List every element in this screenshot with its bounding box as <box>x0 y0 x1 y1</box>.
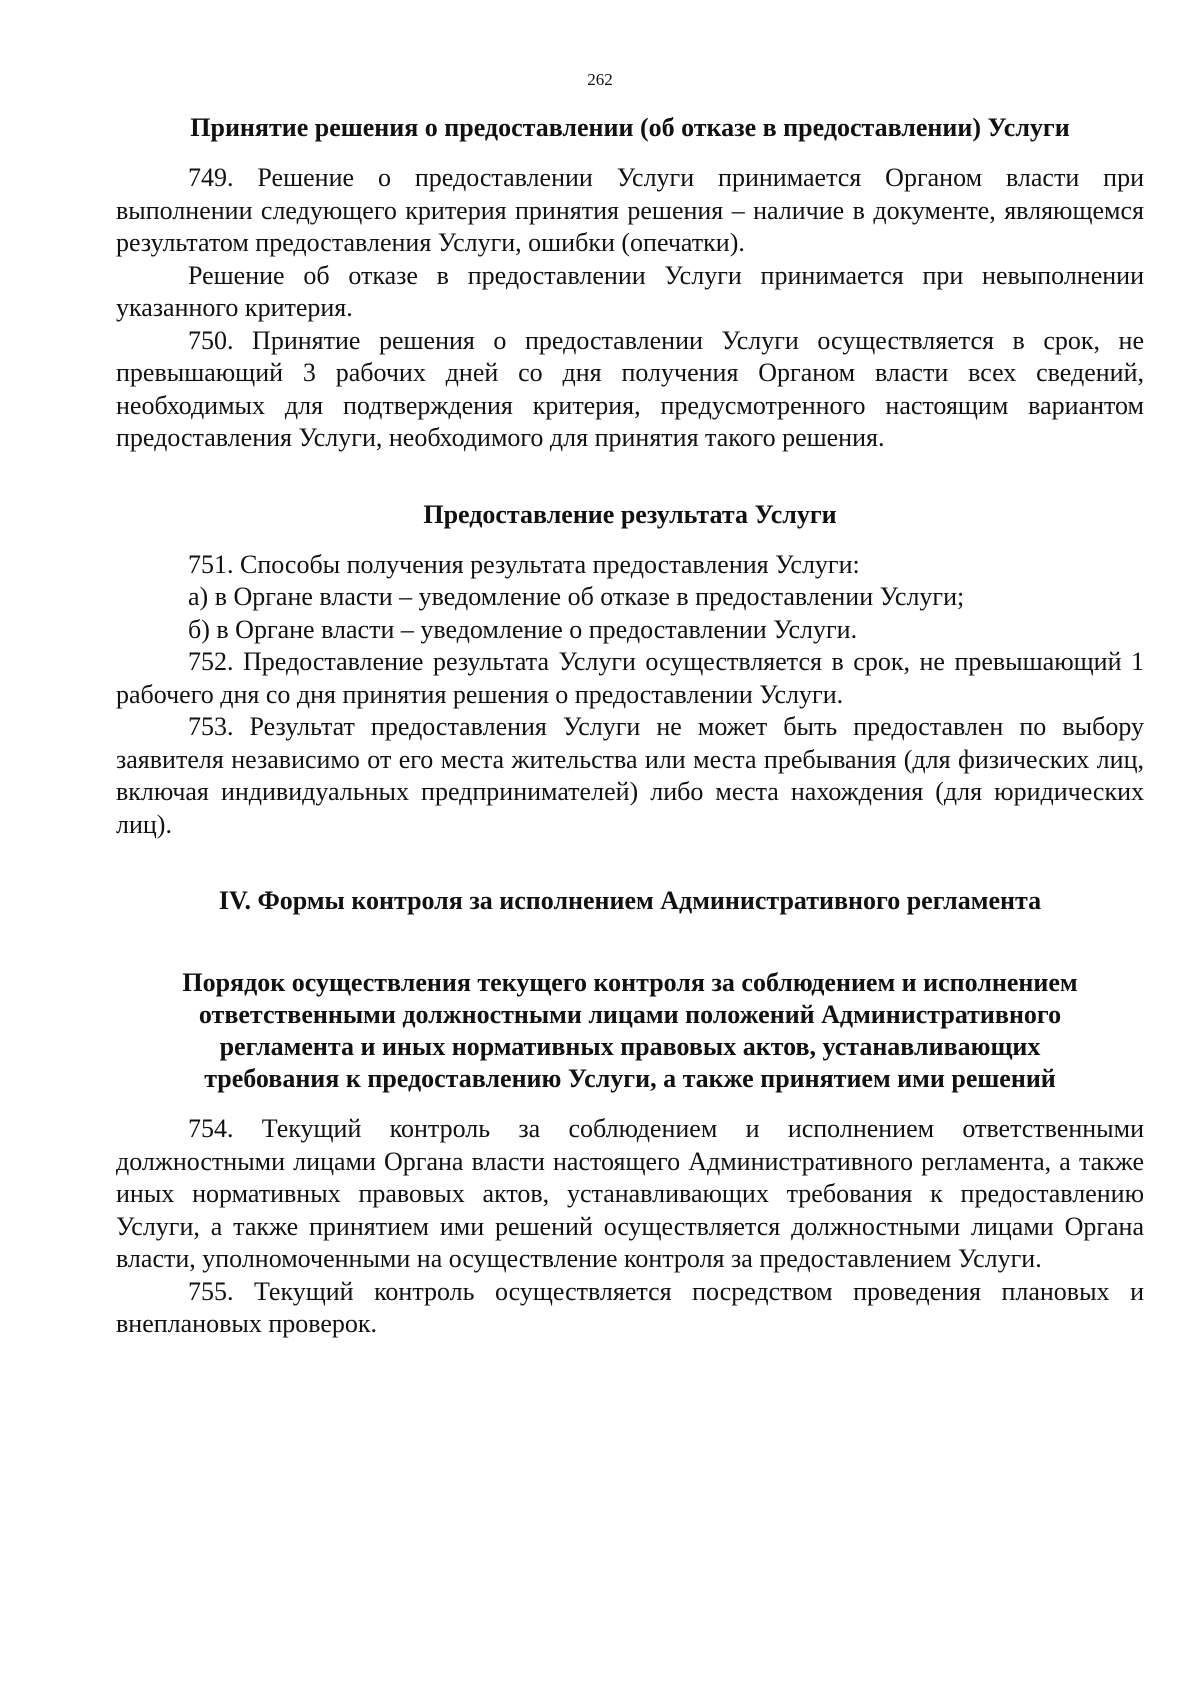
paragraph-755: 755. Текущий контроль осуществляется посредством проведения плановых и внеплановых проверок. <box>116 1276 1144 1338</box>
paragraph-754: 754. Текущий контроль за соблюдением и исполнением ответственными должностными лицами Органа власти настоящего Административного регламента, а также иных нормативных правовых актов, устанавливающих требования к предоставлению Услуги, а также принятием ими решений осуществляется должностными лицами Органа власти, уполномоченными на осуществление контроля за предоставлением Услуги. <box>116 1114 1144 1273</box>
heading-line: регламента и иных нормативных правовых актов, устанавливающих <box>219 1032 1041 1061</box>
heading-line: Порядок осуществления текущего контроля за соблюдением и исполнением <box>182 968 1078 997</box>
paragraph-751: 751. Способы получения результата предоставления Услуги: <box>188 549 860 579</box>
heading-line: требования к предоставлению Услуги, а также принятием ими решений <box>204 1064 1056 1093</box>
page-number: 262 <box>587 70 613 89</box>
list-item-a: а) в Органе власти – уведомление об отказе в предоставлении Услуги; <box>188 582 965 611</box>
paragraph-753: 753. Результат предоставления Услуги не может быть предоставлен по выбору заявителя независимо от его места жительства или места пребывания (для физических лиц, включая индивидуальных предпринимателей) либо места нахождения (для юридических лиц). <box>116 712 1144 839</box>
section-heading-decision: Принятие решения о предоставлении (об отказе в предоставлении) Услуги <box>190 113 1070 142</box>
paragraph-749: 749. Решение о предоставлении Услуги принимается Органом власти при выполнении следующего критерия принятия решения – наличие в документе, являющемся результатом предоставления Услуги, ошибки (опечатки). <box>116 163 1144 257</box>
chapter-heading-iv: IV. Формы контроля за исполнением Административного регламента <box>218 886 1042 915</box>
section-heading-result: Предоставление результата Услуги <box>423 499 837 529</box>
heading-line: ответственными должностными лицами положений Административного <box>198 1000 1062 1029</box>
paragraph-752: 752. Предоставление результата Услуги осуществляется в срок, не превышающий 1 рабочего дня со дня принятия решения о предоставлении Услуги. <box>116 647 1144 709</box>
document-body <box>116 112 1144 1341</box>
section-heading-control <box>116 967 1144 1095</box>
list-item-b: б) в Органе власти – уведомление о предоставлении Услуги. <box>188 614 858 644</box>
paragraph-750: 750. Принятие решения о предоставлении Услуги осуществляется в срок, не превышающий 3 рабочих дней со дня получения Органом власти всех сведений, необходимых для подтверждения критерия, предусмотренного настоящим вариантом предоставления Услуги, необходимого для принятия такого решения. <box>116 325 1144 452</box>
paragraph-749-refusal: Решение об отказе в предоставлении Услуги принимается при невыполнении указанного критерия. <box>116 260 1144 322</box>
